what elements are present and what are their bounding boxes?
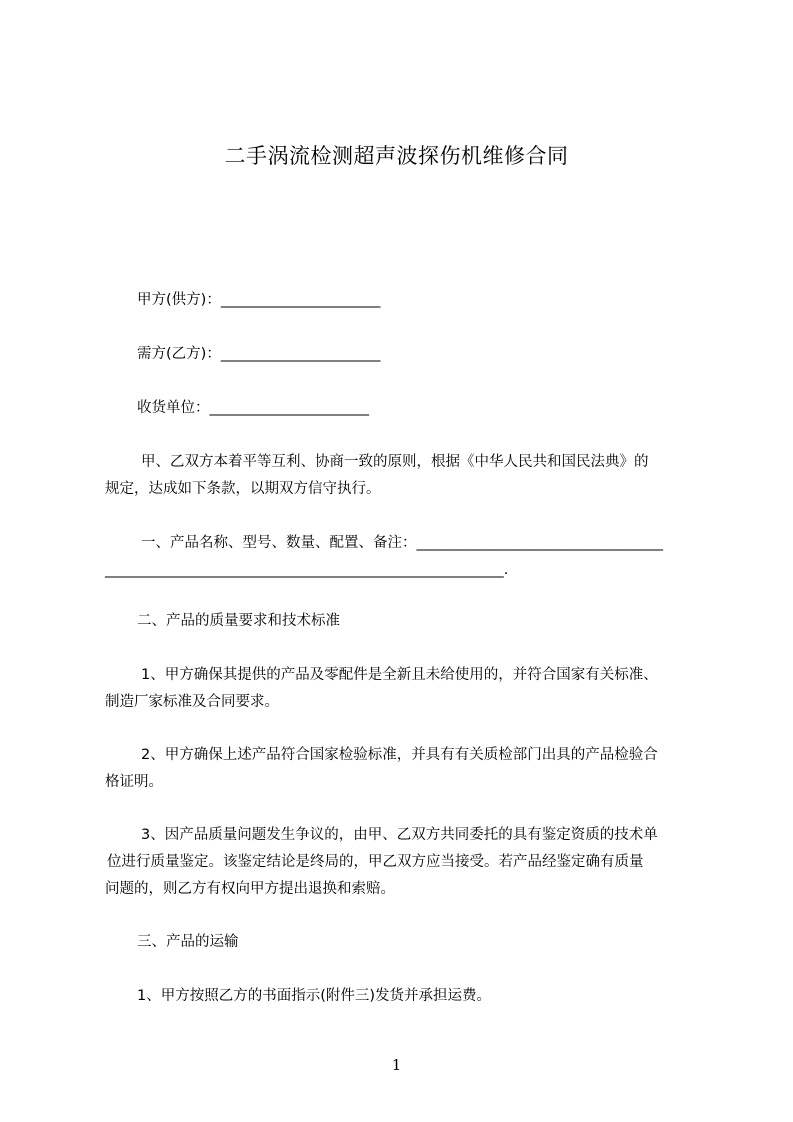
section-2-item-3-line-1: 3、因产品质量问题发生争议的，由甲、乙双方共同委托的具有鉴定资质的技术单 — [141, 827, 658, 843]
section-2-item-1-line-1: 1、甲方确保其提供的产品及零配件是全新且未给使用的，并符合国家有关标准、 — [141, 667, 658, 683]
receiver-line: 收货单位：______________________ — [137, 400, 369, 416]
section-1-line-2: _______________________________________________________. — [105, 562, 509, 578]
section-2-item-3-line-3: 问题的，则乙方有权向甲方提出退换和索赔。 — [105, 881, 395, 897]
section-3-heading: 三、产品的运输 — [137, 934, 239, 950]
intro-line-1: 甲、乙双方本着平等互利、协商一致的原则，根据《中华人民共和国民法典》的 — [141, 454, 649, 470]
document-title: 二手涡流检测超声波探伤机维修合同 — [224, 144, 569, 168]
party-b-line: 需方(乙方)：______________________ — [137, 346, 381, 362]
section-2-item-2-line-1: 2、甲方确保上述产品符合国家检验标准，并具有有关质检部门出具的产品检验合 — [141, 747, 658, 763]
section-2-item-3-line-2: 位进行质量鉴定。该鉴定结论是终局的，甲乙双方应当接受。若产品经鉴定确有质量 — [107, 854, 644, 870]
party-a-line: 甲方(供方)：______________________ — [137, 292, 381, 308]
section-2-item-2-line-2: 格证明。 — [105, 774, 163, 790]
section-3-item-1: 1、甲方按照乙方的书面指示(附件三)发货并承担运费。 — [137, 988, 492, 1004]
section-2-heading: 二、产品的质量要求和技术标准 — [137, 613, 340, 629]
section-1-line-1: 一、产品名称、型号、数量、配置、备注：__________________________________ — [141, 535, 663, 551]
intro-line-2: 规定，达成如下条款，以期双方信守执行。 — [105, 481, 381, 497]
section-2-item-1-line-2: 制造厂家标准及合同要求。 — [105, 694, 279, 710]
page-number: 1 — [391, 1056, 402, 1074]
